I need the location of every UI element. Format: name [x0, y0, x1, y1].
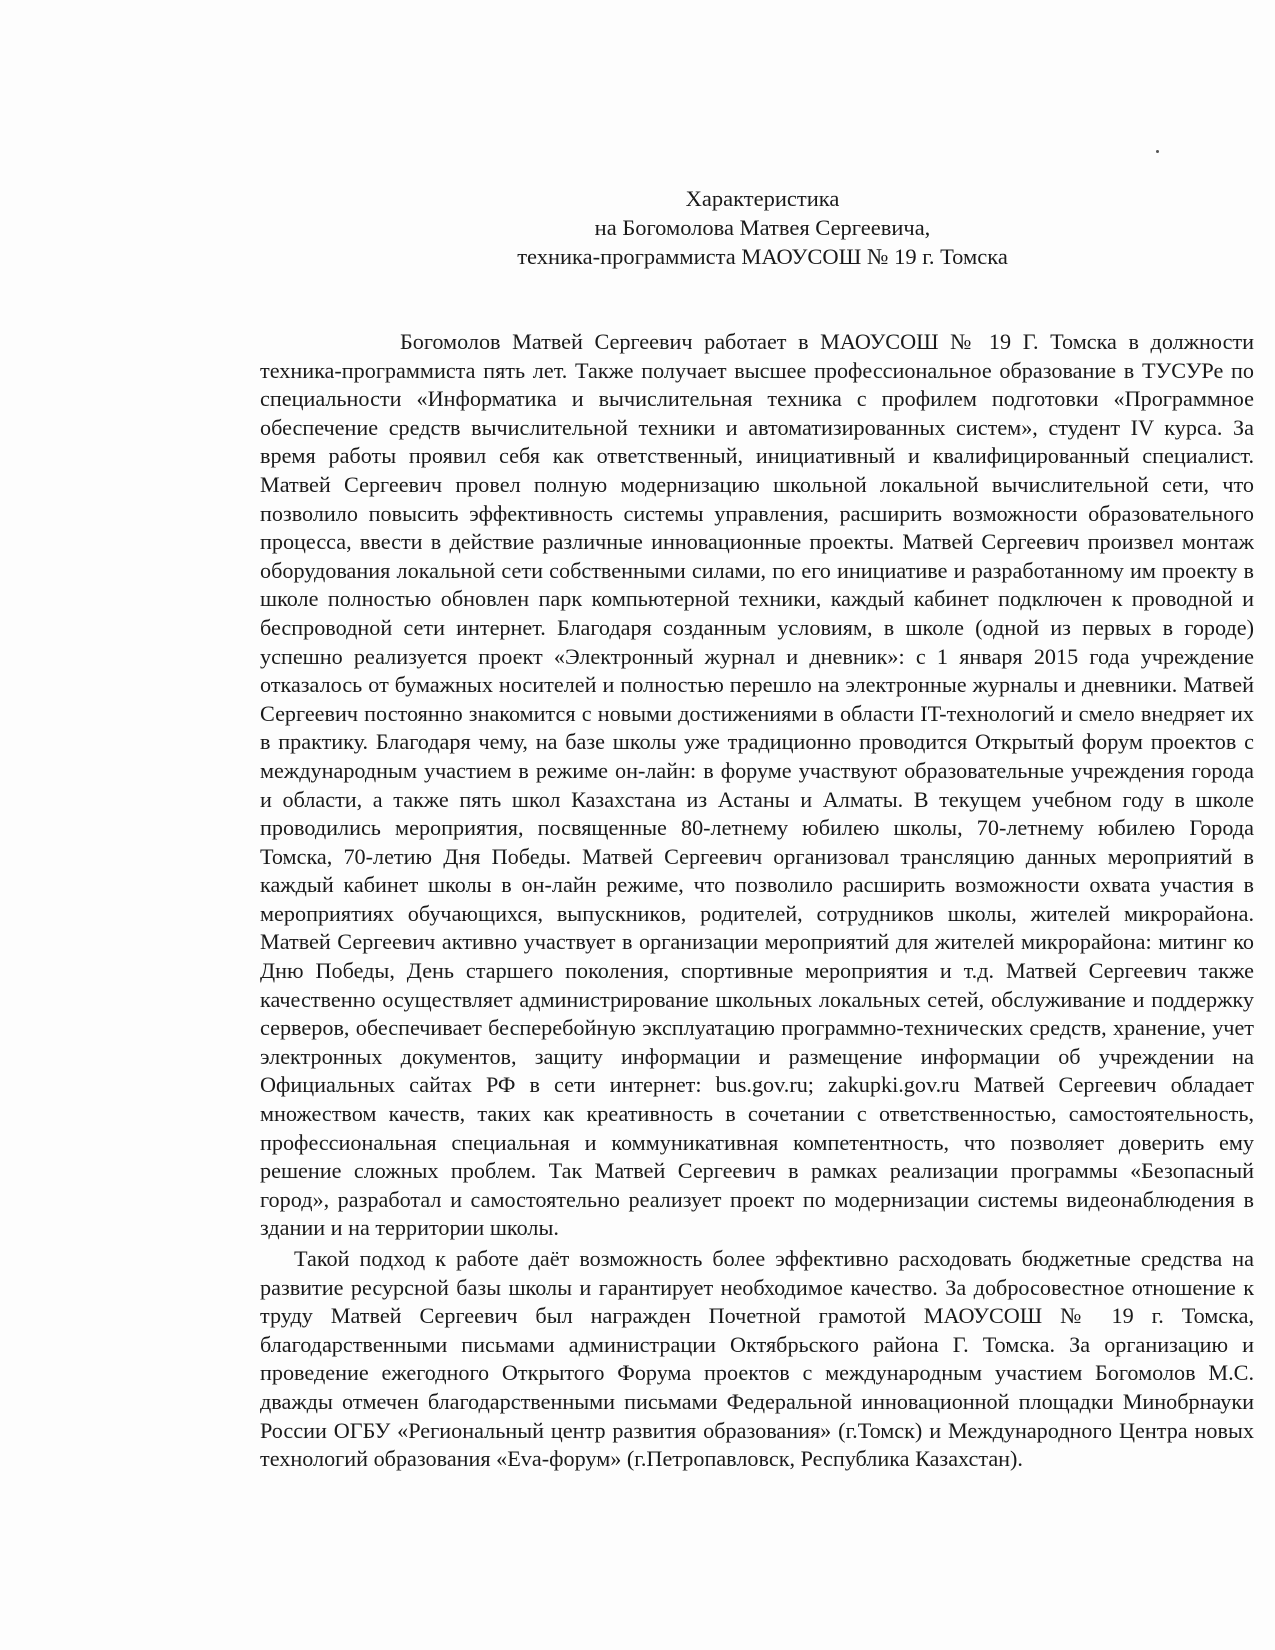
- heading-subject: на Богомолова Матвея Сергеевича,: [594, 215, 931, 240]
- document-body: [260, 328, 1254, 1474]
- document-heading: [250, 184, 1275, 271]
- body-paragraph: Такой подход к работе даёт возможность более эффективно расходовать бюджетные средства на развитие ресурсной базы школы и гарантирует необходимое качество. За добросовестное отношение к труду Матвей Сергеевич был награжден Почетной грамотой МАОУСОШ № 19 г. Томска, благодарственными письмами администрации Октябрьского района Г. Томска. За организацию и проведение ежегодного Открытого Форума проектов с международным участием Богомолов М.С. дважды отмечен благодарственными письмами Федеральной инновационной площадки Минобрнауки России ОГБУ «Региональный центр развития образования» (г.Томск) и Международного Центра новых технологий образования «Eva-форум» (г.Петропавловск, Республика Казахстан).: [260, 1246, 1254, 1472]
- heading-title: Характеристика: [685, 186, 840, 211]
- scan-speck: [1156, 150, 1159, 153]
- body-paragraph: Богомолов Матвей Сергеевич работает в МАОУСОШ № 19 Г. Томска в должности техника-программиста пять лет. Также получает высшее профессиональное образование в ТУСУРе по специальности «Информатика и вычислительная техника с профилем подготовки «Программное обеспечение средств вычислительной техники и автоматизированных систем», студент IV курса. За время работы проявил себя как ответственный, инициативный и квалифицированный специалист. Матвей Сергеевич провел полную модернизацию школьной локальной вычислительной сети, что позволило повысить эффективность системы управления, расширить возможности образовательного процесса, ввести в действие различные инновационные проекты. Матвей Сергеевич произвел монтаж оборудования локальной сети собственными силами, по его инициативе и разработанному им проекту в школе полностью обновлен парк компьютерной техники, каждый кабинет подключен к проводной и беспроводной сети интернет. Благодаря созданным условиям, в школе (одной из первых в городе) успешно реализуется проект «Электронный журнал и дневник»: с 1 января 2015 года учреждение отказалось от бумажных носителей и полностью перешло на электронные журналы и дневники. Матвей Сергеевич постоянно знакомится с новыми достижениями в области IT-технологий и смело внедряет их в практику. Благодаря чему, на базе школы уже традиционно проводится Открытый форум проектов с международным участием в режиме он-лайн: в форуме участвуют образовательные учреждения города и области, а также пять школ Казахстана из Астаны и Алматы. В текущем учебном году в школе проводились мероприятия, посвященные 80-летнему юбилею школы, 70-летнему юбилею Города Томска, 70-летию Дня Победы. Матвей Сергеевич организовал трансляцию данных мероприятий в каждый кабинет школы в он-лайн режиме, что позволило расширить возможности охвата участия в мероприятиях обучающихся, выпускников, родителей, сотрудников школы, жителей микрорайона. Матвей Сергеевич активно участвует в организации мероприятий для жителей микрорайона: митинг ко Дню Победы, День старшего поколения, спортивные мероприятия и т.д. Матвей Сергеевич также качественно осуществляет администрирование школьных локальных сетей, обслуживание и поддержку серверов, обеспечивает бесперебойную эксплуатацию программно-технических средств, хранение, учет электронных документов, защиту информации и размещение информации об учреждении на Официальных сайтах РФ в сети интернет: bus.gov.ru; zakupki.gov.ru Матвей Сергеевич обладает множеством качеств, таких как креативность в сочетании с ответственностью, самостоятельность, профессиональная специальная и коммуникативная компетентность, что позволяет доверить ему решение сложных проблем. Так Матвей Сергеевич в рамках реализации программы «Безопасный город», разработал и самостоятельно реализует проект по модернизации системы видеонаблюдения в здании и на территории школы.: [260, 329, 1254, 1241]
- heading-position: техника-программиста МАОУСОШ № 19 г. Томска: [517, 244, 1008, 269]
